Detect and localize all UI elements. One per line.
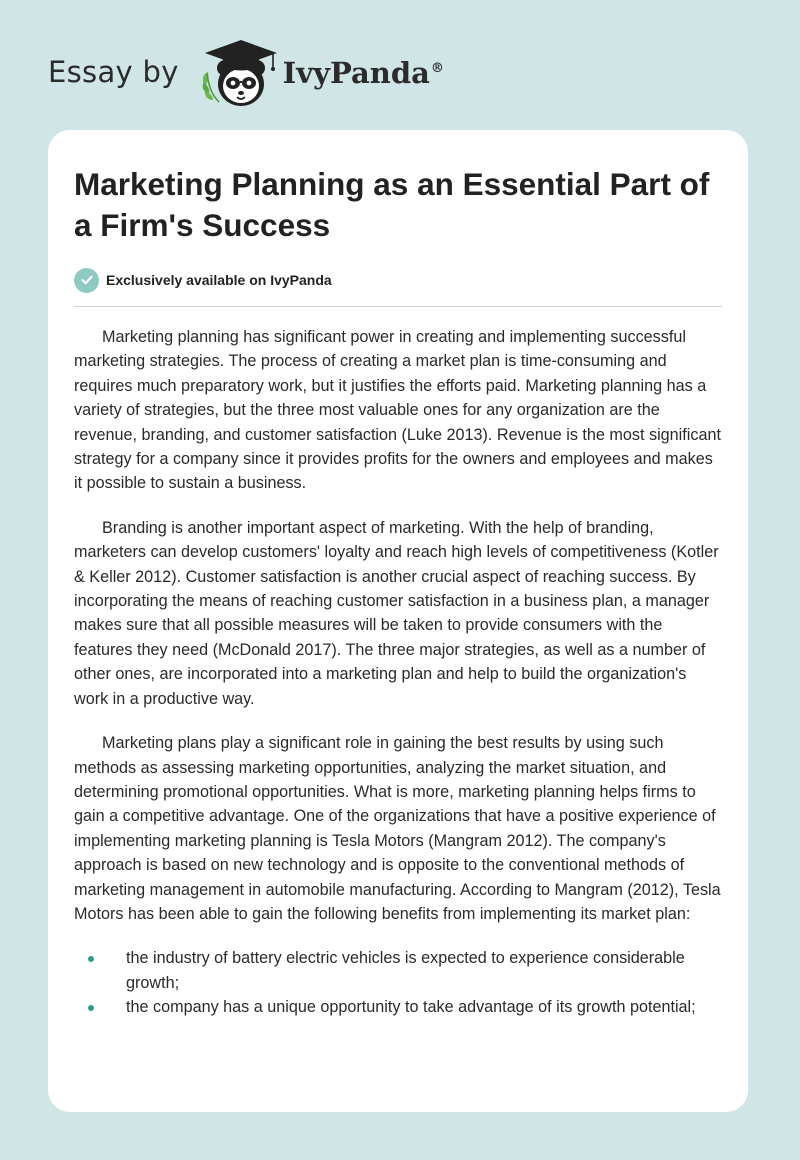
panda-graduate-icon[interactable] <box>195 34 279 110</box>
essay-body <box>74 325 722 1020</box>
title-divider <box>74 306 722 307</box>
essay-card <box>48 130 748 1112</box>
paragraph: Marketing plans play a significant role in gaining the best results by using such methods as assessing marketing opportunities, analyzing the market situation, and determining promotional opportunities. What is more, marketing planning helps firms to gain a competitive advantage. One of the organizations that have a positive experience of implementing marketing planning is Tesla Motors (Mangram 2012). The company's approach is based on new technology and is opposite to the conventional methods of marketing management in automobile manufacturing. According to Mangram (2012), Tesla Motors has been able to gain the following benefits from implementing its market plan: <box>74 734 721 923</box>
exclusive-badge-text: Exclusively available on IvyPanda <box>106 272 332 288</box>
list-item-text: the company has a unique opportunity to take advantage of its growth potential; <box>126 998 696 1017</box>
bullet-dot-icon <box>88 1005 94 1011</box>
bullet-dot-icon <box>88 956 94 962</box>
checkmark-icon <box>80 273 94 287</box>
registered-mark: ® <box>430 61 444 77</box>
check-circle-icon <box>74 268 99 293</box>
essay-title: Marketing Planning as an Essential Part of a Firm's Success <box>74 166 710 243</box>
essay-by-label: Essay by <box>48 55 179 89</box>
exclusive-badge <box>74 267 722 293</box>
ivypanda-wordmark[interactable] <box>283 56 444 90</box>
paragraph: Branding is another important aspect of marketing. With the help of branding, marketers can develop customers' loyalty and reach high levels of competitiveness (Kotler & Keller 2012). Customer satisfaction is another crucial aspect of reaching success. By incorporating the means of reaching customer satisfaction in a business plan, a manager makes sure that all possible measures will be taken to provide consumers with the features they need (McDonald 2017). The three major strategies, as well as a number of other ones, are incorporated into a marketing plan and help to build the organization's work in a productive way. <box>74 518 719 708</box>
site-header <box>48 34 444 110</box>
brand-name-text: IvyPanda <box>282 56 430 90</box>
list-item-text: the industry of battery electric vehicles is expected to experience considerable growth; <box>126 949 685 992</box>
list-item <box>74 946 722 995</box>
paragraph: Marketing planning has significant power in creating and implementing successful marketing strategies. The process of creating a market plan is time-consuming and requires much preparatory work, but it justifies the efforts paid. Marketing planning has a variety of strategies, but the three most valuable ones for any organization are the revenue, branding, and customer satisfaction (Luke 2013). Revenue is the most significant strategy for a company since it provides profits for the owners and employees and makes it possible to sustain a business. <box>74 328 721 493</box>
list-item <box>74 995 722 1019</box>
benefits-list <box>74 946 722 1019</box>
